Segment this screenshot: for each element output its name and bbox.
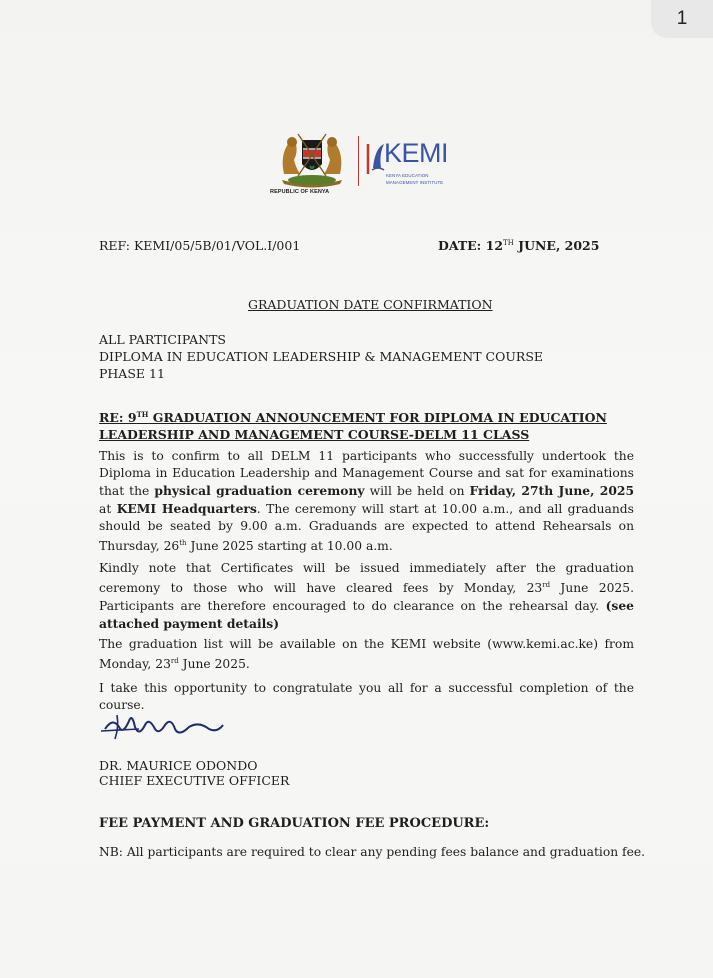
signatory-name: DR. MAURICE ODONDO xyxy=(99,758,258,773)
paragraph-certificates xyxy=(99,560,634,633)
text-run: will be held on xyxy=(364,484,470,498)
date-prefix: DATE: 12 xyxy=(438,238,504,253)
text-run: Kindly note that Certificates will be issued immediately after the graduation ceremony to those who will have cleared fees by Monday, 23 xyxy=(99,561,634,596)
org-subtitle xyxy=(386,172,476,186)
sup-run: th xyxy=(179,539,187,547)
sup-run: rd xyxy=(170,657,179,665)
text-run: . The ceremony will start at 10.00 a.m., and all graduands should be seated by 9.00 a.m. Graduands are expected to attend Rehearsals on Thursday, 26 xyxy=(99,502,634,554)
signatory-title: CHIEF EXECUTIVE OFFICER xyxy=(99,773,290,788)
letterhead-divider xyxy=(358,136,359,186)
fee-note: NB: All participants are required to clear any pending fees balance and graduation fee. xyxy=(99,845,646,859)
paragraph-graduation-list xyxy=(99,636,634,673)
org-name: KEMI xyxy=(384,138,449,168)
letterhead xyxy=(270,128,470,198)
org-subtitle-line2: MANAGEMENT INSTITUTE xyxy=(386,180,444,185)
bold-run: KEMI Headquarters xyxy=(116,501,257,516)
addressee xyxy=(99,331,543,382)
reference-number: REF: KEMI/05/5B/01/VOL.I/001 xyxy=(99,238,301,253)
bold-run: (see attached payment details) xyxy=(99,598,634,632)
page-number-indicator: 1 xyxy=(651,0,713,38)
subject-sup: TH xyxy=(136,410,149,419)
addressee-line: DIPLOMA IN EDUCATION LEADERSHIP & MANAGEMENT COURSE xyxy=(99,349,544,364)
kenya-coat-of-arms-icon xyxy=(276,130,348,188)
fee-heading: FEE PAYMENT AND GRADUATION FEE PROCEDURE: xyxy=(99,816,490,831)
addressee-line: ALL PARTICIPANTS xyxy=(99,332,226,347)
paragraph-congratulations: I take this opportunity to congratulate you all for a successful completion of the course. xyxy=(99,681,634,712)
paragraph-confirmation xyxy=(99,448,634,555)
signatory-block xyxy=(99,758,289,788)
text-run: This is to confirm to all DELM 11 participants who successfully undertook the Diploma in Education Leadership and Management Course and sat for examinations that the xyxy=(99,449,634,498)
addressee-line: PHASE 11 xyxy=(99,366,165,381)
subject-pre: RE: 9 xyxy=(99,410,137,426)
text-run: The graduation list will be available on the KEMI website (www.kemi.ac.ke) from Monday, 23 xyxy=(99,637,634,672)
text-run: June 2025. xyxy=(178,657,250,672)
coat-caption: REPUBLIC OF KENYA xyxy=(270,189,330,195)
signature-icon xyxy=(99,707,229,745)
subject-line xyxy=(99,406,639,443)
date-suffix: JUNE, 2025 xyxy=(513,238,600,253)
text-run: at xyxy=(99,502,117,516)
date-sup: TH xyxy=(503,238,514,247)
text-run: June 2025 starting at 10.00 a.m. xyxy=(186,539,393,554)
letter-date xyxy=(438,238,599,253)
sup-run: rd xyxy=(542,581,551,589)
text-run: June 2025. Participants are therefore encouraged to do clearance on the rehearsal day. xyxy=(99,581,634,614)
page-title: GRADUATION DATE CONFIRMATION xyxy=(248,297,493,312)
bold-run: physical graduation ceremony xyxy=(154,483,365,498)
org-subtitle-line1: KENYA EDUCATION xyxy=(386,173,429,178)
bold-run: Friday, 27th June, 2025 xyxy=(469,483,634,498)
subject-post: GRADUATION ANNOUNCEMENT FOR DIPLOMA IN EDUCATION LEADERSHIP AND MANAGEMENT COURSE-DELM 11 CLASS xyxy=(99,410,607,443)
